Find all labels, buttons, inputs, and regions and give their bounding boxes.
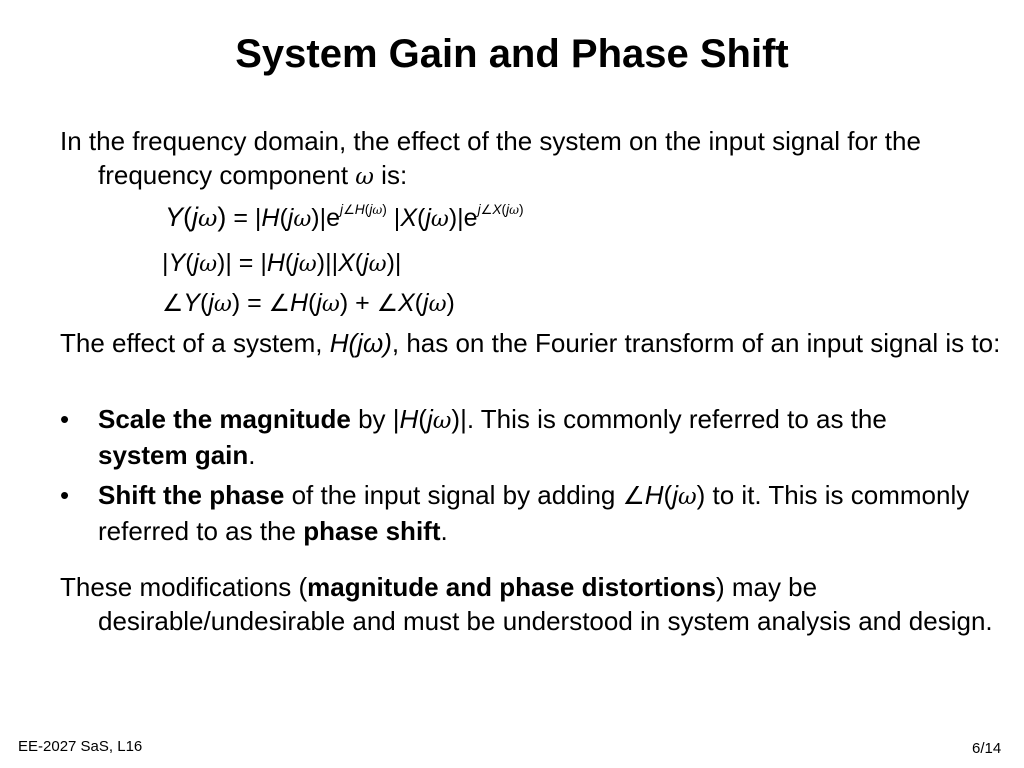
bullet-text: of the input signal by adding ∠H(jω) to it. This is commonly referred to as the <box>98 480 970 546</box>
omega-symbol: ω <box>355 164 374 190</box>
equation-phase: ∠Y(jω) = ∠H(jω) + ∠X(jω) <box>162 289 455 317</box>
bullet-dot: • <box>60 404 70 434</box>
closing-text-a: These modifications ( <box>60 572 308 602</box>
slide-title: System Gain and Phase Shift <box>235 32 789 76</box>
closing-bold: magnitude and phase distortions <box>307 572 716 602</box>
footer-course-label: EE-2027 SaS, L16 <box>18 738 143 755</box>
bullet-bold-term: phase shift <box>303 516 441 546</box>
bullet-bold-term: system gain <box>98 440 249 470</box>
bullet-text-end: . <box>248 440 256 470</box>
effect-h-symbol: H(jω) <box>329 328 392 358</box>
intro-paragraph <box>60 124 1018 194</box>
closing-paragraph <box>60 570 1018 638</box>
equation-magnitude: |Y(jω)| = |H(jω)||X(jω)| <box>162 249 402 277</box>
effect-text-b: , has on the Fourier transform of an input signal is to: <box>391 328 1001 358</box>
bullet-bold: Shift the phase <box>98 480 285 510</box>
intro-text-b: is: <box>373 160 408 190</box>
bullet-text-end: . <box>440 516 448 546</box>
closing-text-b: ) may be desirable/undesirable and must be understood in system analysis and design. <box>98 572 993 636</box>
effect-text-a: The effect of a system, <box>60 328 330 358</box>
intro-text-a: In the frequency domain, the effect of the system on the input signal for the frequency component <box>60 126 921 190</box>
effect-paragraph <box>60 326 1018 360</box>
bullet-dot: • <box>60 480 70 510</box>
equation-output: $Y(j\omega) = |H(j\omega)|e^{j\angle H(j\omega)}$ $|X(j\omega)|e^{j\angle X(j\omega)}$ <box>165 201 524 232</box>
bullet-text: by |H(jω)|. This is commonly referred to as the <box>350 404 887 434</box>
bullet-bold: Scale the magnitude <box>98 404 351 434</box>
footer-page-number: 6/14 <box>972 740 1002 757</box>
